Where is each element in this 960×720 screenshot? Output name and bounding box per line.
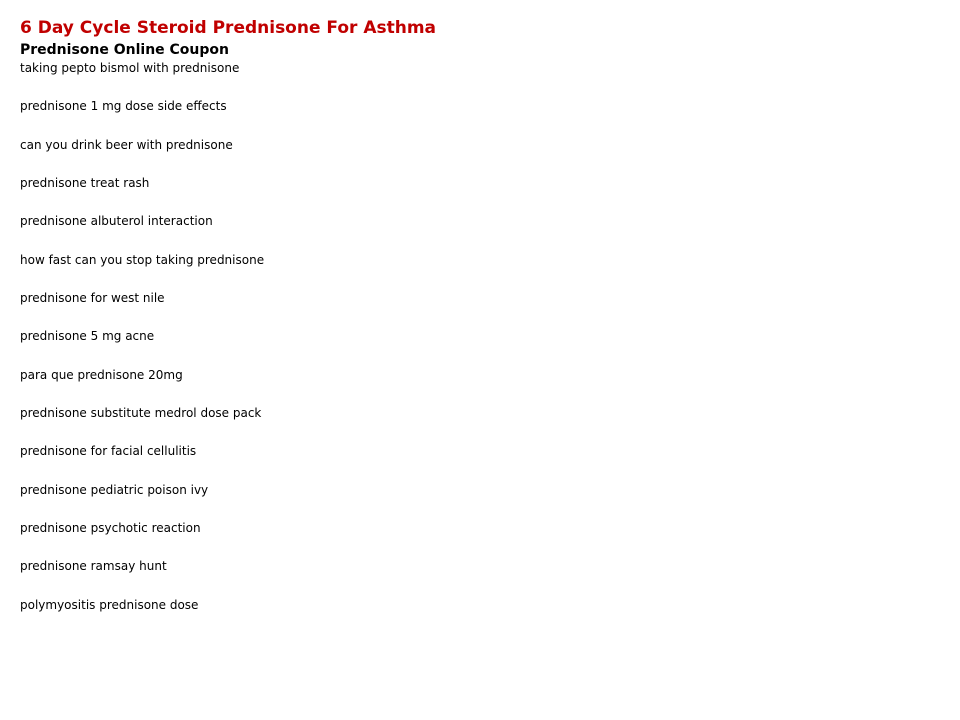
list-item: can you drink beer with prednisone xyxy=(20,137,233,152)
list-item: prednisone albuterol interaction xyxy=(20,214,213,229)
list-item: para que prednisone 20mg xyxy=(20,367,183,382)
list-item: prednisone for facial cellulitis xyxy=(20,444,197,459)
list-item: taking pepto bismol with prednisone xyxy=(20,61,240,75)
page-title: 6 Day Cycle Steroid Prednisone For Asthma xyxy=(20,18,437,38)
list-item: prednisone psychotic reaction xyxy=(20,521,201,536)
list-item: prednisone for west nile xyxy=(20,291,165,306)
list-item: prednisone ramsay hunt xyxy=(20,559,167,574)
list-item: prednisone pediatric poison ivy xyxy=(20,482,209,497)
list-item: how fast can you stop taking prednisone xyxy=(20,252,265,267)
list-item: polymyositis prednisone dose xyxy=(20,597,199,612)
list-item: prednisone treat rash xyxy=(20,176,150,191)
slide-content xyxy=(20,16,940,635)
list-item: prednisone 5 mg acne xyxy=(20,329,155,344)
list-item: prednisone substitute medrol dose pack xyxy=(20,406,262,421)
list-item: prednisone 1 mg dose side effects xyxy=(20,99,227,114)
page-subtitle: Prednisone Online Coupon xyxy=(20,42,230,58)
text-list xyxy=(20,60,940,613)
